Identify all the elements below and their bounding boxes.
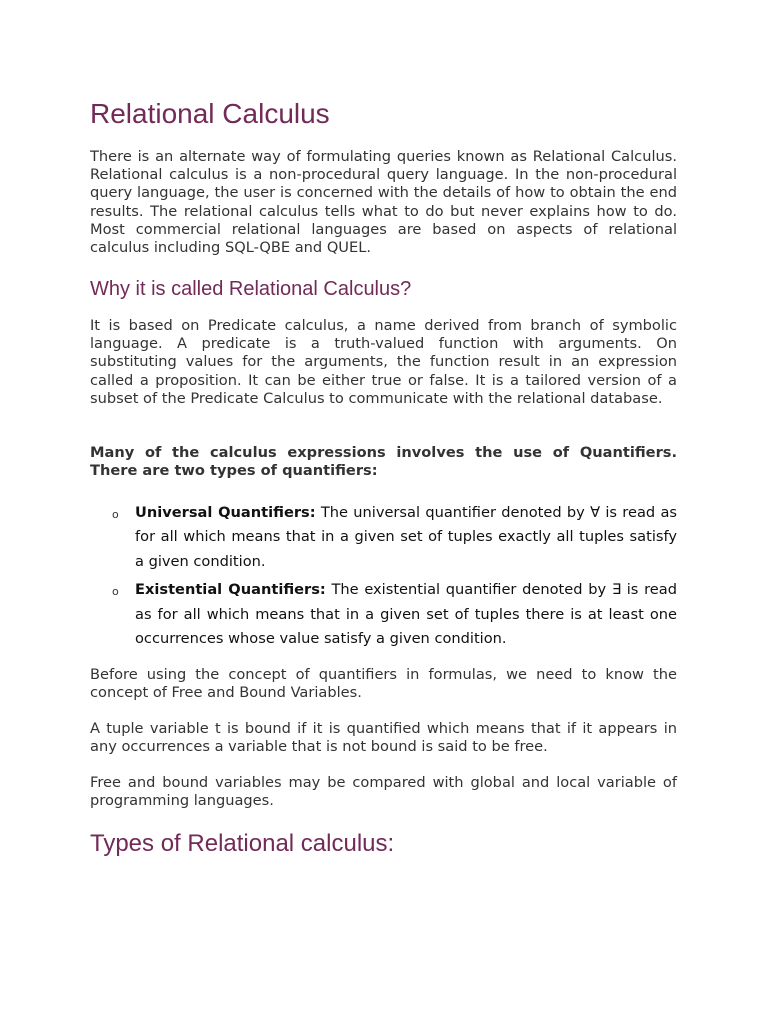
quantifier-list xyxy=(90,501,677,655)
quantifiers-intro: Many of the calculus expressions involves the use of Quantifiers. There are two types of quantifiers: xyxy=(90,444,677,480)
why-paragraph: It is based on Predicate calculus, a name derived from branch of symbolic language. A predicate is a truth-valued function with arguments. On substituting values for the arguments, the function result in an expression called a proposition. It can be either true or false. It is a tailored version of a subset of the Predicate Calculus to communicate with the relational database. xyxy=(90,317,677,407)
bullet-icon: o xyxy=(112,585,119,599)
existential-text: The existential quantifier denoted by ∃ is read as for all which means that in a given set of tuples there is at least one occurrences whose value satisfy a given condition. xyxy=(135,581,677,648)
intro-paragraph: There is an alternate way of formulating queries known as Relational Calculus. Relational calculus is a non-procedural query language. In the non-procedural query language, the user is concerned with the details of how to obtain the end results. The relational calculus tells what to do but never explains how to do. Most commercial relational languages are based on aspects of relational calculus including SQL-QBE and QUEL. xyxy=(90,148,677,257)
free-bound-intro: Before using the concept of quantifiers in formulas, we need to know the concept of Free and Bound Variables. xyxy=(90,666,677,702)
list-item-universal xyxy=(90,501,677,574)
universal-text: The universal quantifier denoted by ∀ is read as for all which means that in a given set of tuples exactly all tuples satisfy a given condition. xyxy=(135,504,677,570)
list-item-existential xyxy=(90,578,677,651)
bullet-icon: o xyxy=(112,508,119,521)
why-heading: Why it is called Relational Calculus? xyxy=(90,278,412,300)
universal-term: Universal Quantifiers: xyxy=(135,504,316,521)
tuple-bound-paragraph: A tuple variable t is bound if it is quantified which means that if it appears in any occurrences a variable that is not bound is said to be free. xyxy=(90,720,677,756)
types-heading: Types of Relational calculus: xyxy=(90,830,395,857)
free-bound-compare: Free and bound variables may be compared with global and local variable of programming languages. xyxy=(90,774,677,810)
page-title: Relational Calculus xyxy=(90,98,330,129)
existential-term: Existential Quantifiers: xyxy=(135,581,326,599)
